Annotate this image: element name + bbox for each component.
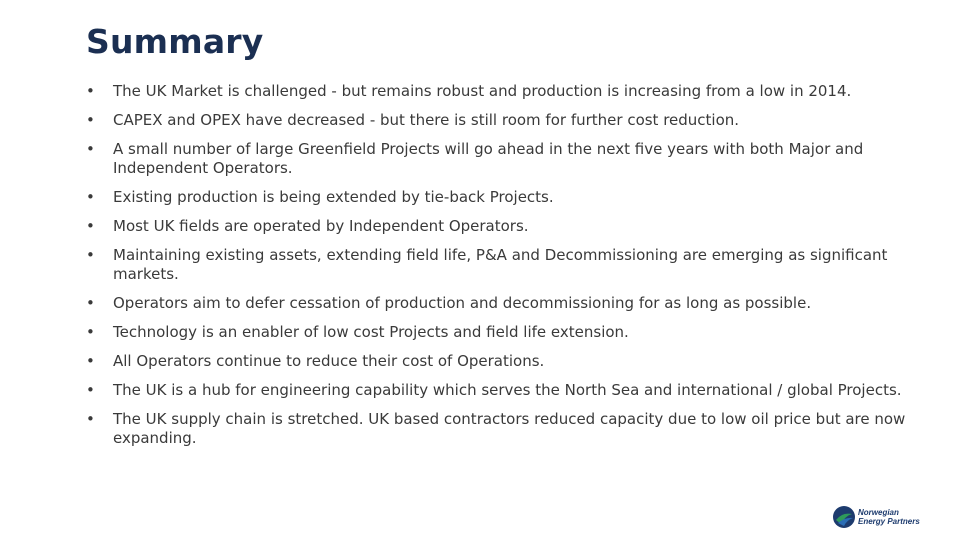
bullet-list [86,82,936,458]
bullet-item: • Operators aim to defer cessation of production and decommissioning for as long as possible. [86,294,936,313]
logo-mark-icon [832,505,856,529]
slide-title: Summary [86,22,264,61]
bullet-item: • CAPEX and OPEX have decreased - but there is still room for further cost reduction. [86,111,936,130]
bullet-item: • The UK is a hub for engineering capability which serves the North Sea and international / global Projects. [86,381,936,400]
bullet-item: • Existing production is being extended by tie-back Projects. [86,188,936,207]
logo-line-1: Norwegian [858,508,899,517]
bullet-item: • All Operators continue to reduce their cost of Operations. [86,352,936,371]
logo-line-2: Energy Partners [858,517,920,526]
bullet-item: • The UK supply chain is stretched. UK based contractors reduced capacity due to low oil price but are now expanding. [86,410,936,448]
company-logo [832,505,936,533]
bullet-item: • The UK Market is challenged - but remains robust and production is increasing from a low in 2014. [86,82,936,101]
bullet-item: • Most UK fields are operated by Independent Operators. [86,217,936,236]
bullet-item: • A small number of large Greenfield Projects will go ahead in the next five years with both Major and Independent Operators. [86,140,936,178]
logo-text [858,508,920,526]
bullet-item: • Technology is an enabler of low cost Projects and field life extension. [86,323,936,342]
bullet-item: • Maintaining existing assets, extending field life, P&A and Decommissioning are emerging as significant markets. [86,246,936,284]
